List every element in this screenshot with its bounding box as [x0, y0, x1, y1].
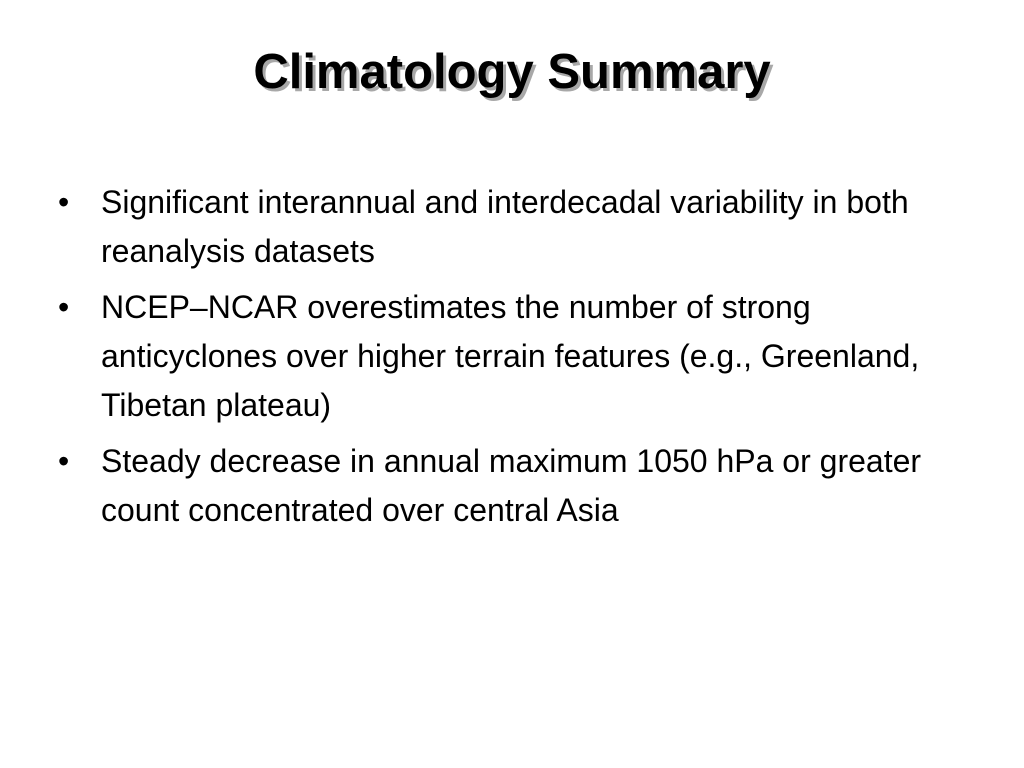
- bullet-list: [58, 178, 958, 542]
- bullet-text: Significant interannual and interdecadal variability in both reanalysis datasets: [101, 184, 909, 269]
- bullet-dot-icon: •: [58, 289, 70, 325]
- bullet-item: [58, 283, 958, 430]
- bullet-text: NCEP–NCAR overestimates the number of strong anticyclones over higher terrain features (e.g., Greenland, Tibetan plateau): [101, 289, 920, 423]
- bullet-item: [58, 178, 958, 276]
- bullet-dot-icon: •: [58, 184, 70, 220]
- slide-title: Climatology Summary: [253, 45, 771, 99]
- bullet-text: Steady decrease in annual maximum 1050 hPa or greater count concentrated over central Asia: [101, 443, 922, 528]
- bullet-item: [58, 437, 958, 535]
- bullet-dot-icon: •: [58, 443, 70, 479]
